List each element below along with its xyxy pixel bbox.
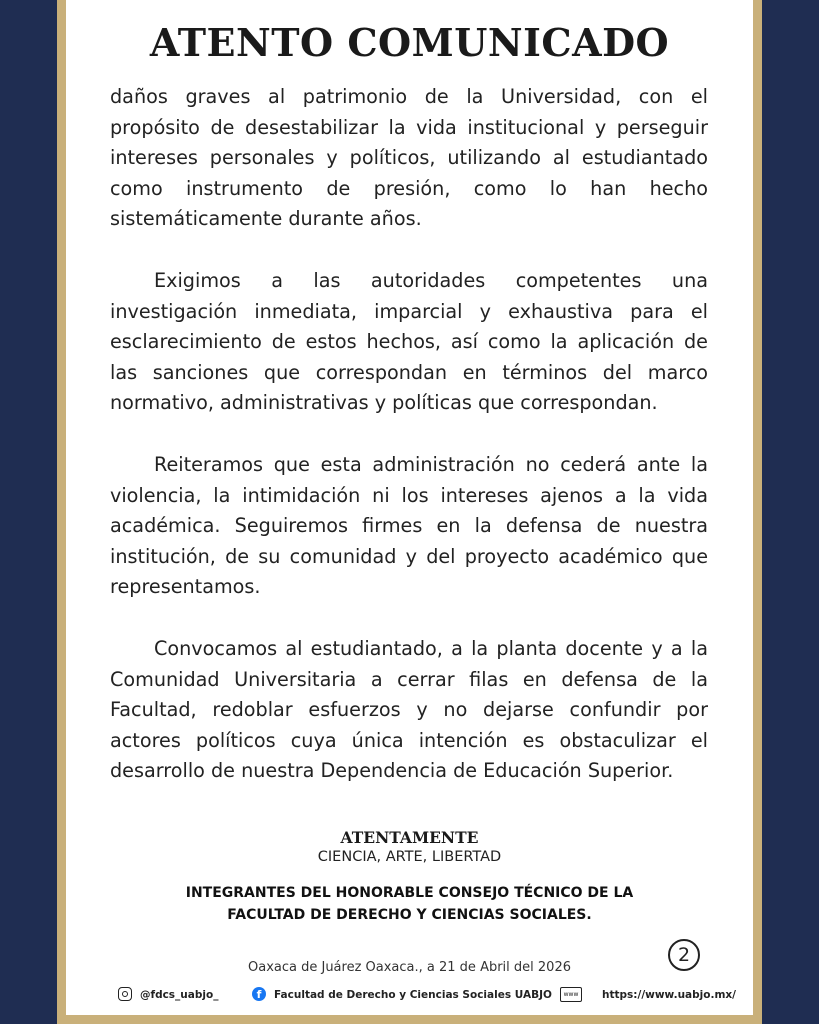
paragraph-1: daños graves al patrimonio de la Universidad, con el propósito de desestabilizar la vida institucional y perseguir intereses personales y políticos, utilizando al estudiantado como instrumento de presión, como lo han hecho sistemáticamente durante años. — [110, 85, 708, 231]
salutation: ATENTAMENTE — [340, 828, 479, 847]
facebook-icon: f — [252, 987, 266, 1001]
document-date: Oaxaca de Juárez Oaxaca., a 21 de Abril del 2026 — [248, 960, 571, 975]
footer-facebook[interactable] — [252, 984, 552, 1006]
signatory-line-2: FACULTAD DE DERECHO Y CIENCIAS SOCIALES. — [227, 907, 592, 923]
signatory-line-1: INTEGRANTES DEL HONORABLE CONSEJO TÉCNICO DE LA — [185, 885, 634, 901]
signatory — [66, 882, 753, 926]
document-body — [110, 82, 708, 818]
paragraph-2: Exigimos a las autoridades competentes una investigación inmediata, imparcial y exhaustiva para el esclarecimiento de estos hechos, así como la aplicación de las sanciones que correspondan en términos del marco normativo, administrativas y políticas que correspondan. — [110, 268, 708, 415]
website-url: https://www.uabjo.mx/ — [602, 989, 736, 1001]
instagram-handle: @fdcs_uabjo_ — [140, 989, 219, 1001]
footer-website[interactable] — [560, 984, 736, 1006]
footer — [66, 984, 753, 1006]
paragraph-3: Reiteramos que esta administración no cederá ante la violencia, la intimidación ni los intereses ajenos a la vida académica. Seguiremos firmes en la defensa de nuestra institución, de su comunidad y del proyecto académico que representamos. — [110, 452, 708, 599]
document-page — [66, 0, 753, 1015]
footer-instagram[interactable] — [118, 984, 218, 1006]
closing-block — [66, 828, 753, 926]
instagram-icon — [118, 987, 132, 1001]
page-title: ATENTO COMUNICADO — [149, 20, 670, 65]
page-number-badge: 2 — [668, 939, 700, 971]
page-border-frame — [57, 0, 762, 1024]
motto: CIENCIA, ARTE, LIBERTAD — [317, 849, 502, 865]
paragraph-4: Convocamos al estudiantado, a la planta docente y a la Comunidad Universitaria a cerrar filas en defensa de la Facultad, redoblar esfuerzos y no dejarse confundir por actores políticos cuya única intención es obstaculizar el desarrollo de nuestra Dependencia de Educación Superior. — [110, 636, 708, 783]
web-icon: www — [560, 987, 582, 1002]
facebook-page: Facultad de Derecho y Ciencias Sociales UABJO — [274, 989, 552, 1001]
